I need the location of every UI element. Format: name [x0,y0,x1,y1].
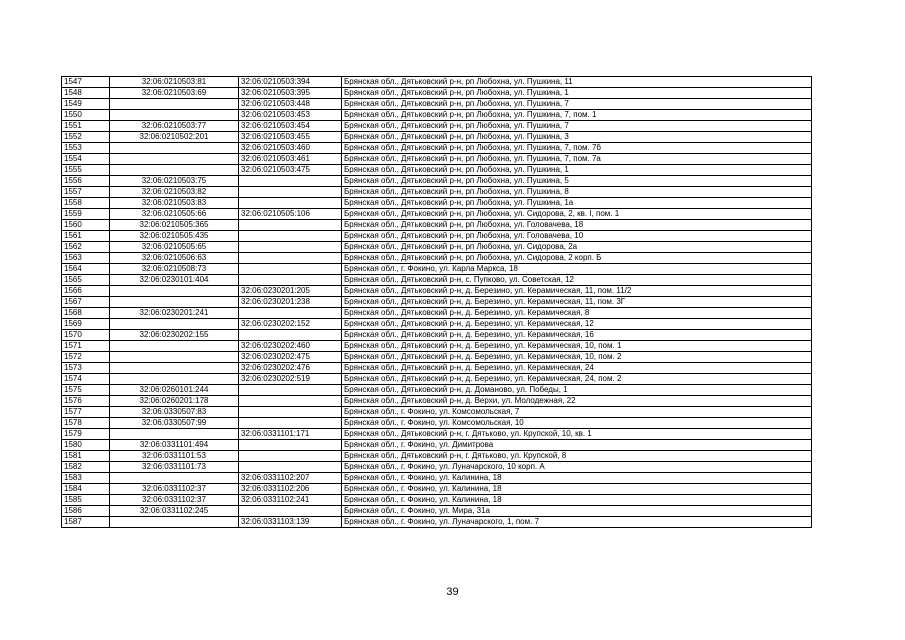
building-cadastral-number-cell: 32:06:0230202:476 [239,363,342,374]
address-cell: Брянская обл., Дятьковский р-н, рп Любохна, ул. Пушкина, 1 [342,88,812,99]
table-row [62,407,812,418]
table-row [62,253,812,264]
building-cadastral-number-cell [239,440,342,451]
cadastral-number-cell [110,286,239,297]
row-number-cell: 1577 [62,407,110,418]
table-row [62,154,812,165]
building-cadastral-number-cell [239,407,342,418]
building-cadastral-number-cell: 32:06:0210503:455 [239,132,342,143]
building-cadastral-number-cell [239,253,342,264]
table-row [62,462,812,473]
row-number-cell: 1556 [62,176,110,187]
row-number-cell: 1547 [62,77,110,88]
row-number-cell: 1572 [62,352,110,363]
building-cadastral-number-cell: 32:06:0210503:475 [239,165,342,176]
cadastral-number-cell: 32:06:0210505:435 [110,231,239,242]
cadastral-number-cell: 32:06:0210503:83 [110,198,239,209]
table-row [62,143,812,154]
address-cell: Брянская обл., Дятьковский р-н, рп Любохна, ул. Пушкина, 1а [342,198,812,209]
row-number-cell: 1565 [62,275,110,286]
table-row [62,385,812,396]
address-cell: Брянская обл., Дятьковский р-н, рп Любохна, ул. Сидорова, 2 корп. Б [342,253,812,264]
building-cadastral-number-cell [239,220,342,231]
table-row [62,88,812,99]
table-row [62,99,812,110]
table-row [62,220,812,231]
row-number-cell: 1553 [62,143,110,154]
address-cell: Брянская обл., г. Фокино, ул. Димитрова [342,440,812,451]
building-cadastral-number-cell: 32:06:0210503:453 [239,110,342,121]
table-row [62,198,812,209]
row-number-cell: 1582 [62,462,110,473]
cadastral-number-cell: 32:06:0260201:178 [110,396,239,407]
cadastral-number-cell: 32:06:0210503:75 [110,176,239,187]
building-cadastral-number-cell: 32:06:0331102:206 [239,484,342,495]
row-number-cell: 1570 [62,330,110,341]
row-number-cell: 1567 [62,297,110,308]
table-row [62,308,812,319]
table-row [62,330,812,341]
address-cell: Брянская обл., Дятьковский р-н, д. Березино, ул. Керамическая, 8 [342,308,812,319]
cadastral-number-cell: 32:06:0210508:73 [110,264,239,275]
building-cadastral-number-cell [239,264,342,275]
cadastral-number-cell: 32:06:0230201:241 [110,308,239,319]
building-cadastral-number-cell [239,418,342,429]
row-number-cell: 1566 [62,286,110,297]
address-cell: Брянская обл., Дятьковский р-н, рп Любохна, ул. Пушкина, 5 [342,176,812,187]
row-number-cell: 1587 [62,517,110,528]
address-cell: Брянская обл., Дятьковский р-н, д. Березино, ул. Керамическая, 24, пом. 2 [342,374,812,385]
building-cadastral-number-cell: 32:06:0230202:152 [239,319,342,330]
table-row [62,495,812,506]
row-number-cell: 1548 [62,88,110,99]
row-number-cell: 1571 [62,341,110,352]
building-cadastral-number-cell: 32:06:0210503:460 [239,143,342,154]
cadastral-number-cell: 32:06:0210502:201 [110,132,239,143]
table-row [62,231,812,242]
table-row [62,374,812,385]
address-cell: Брянская обл., Дятьковский р-н, г. Дятьково, ул. Крупской, 8 [342,451,812,462]
table-row [62,165,812,176]
cadastral-number-cell [110,429,239,440]
row-number-cell: 1550 [62,110,110,121]
address-cell: Брянская обл., г. Фокино, ул. Мира, 31а [342,506,812,517]
address-cell: Брянская обл., Дятьковский р-н, рп Любохна, ул. Пушкина, 7, пом. 7а [342,154,812,165]
address-cell: Брянская обл., г. Фокино, ул. Комсомольская, 10 [342,418,812,429]
table-row [62,506,812,517]
row-number-cell: 1575 [62,385,110,396]
cadastral-number-cell [110,154,239,165]
table-row [62,341,812,352]
address-cell: Брянская обл., Дятьковский р-н, д. Доманово, ул. Победы, 1 [342,385,812,396]
table-row [62,517,812,528]
cadastral-number-cell [110,110,239,121]
address-cell: Брянская обл., Дятьковский р-н, рп Любохна, ул. Пушкина, 3 [342,132,812,143]
building-cadastral-number-cell: 32:06:0230201:238 [239,297,342,308]
table-row [62,110,812,121]
cadastral-number-cell: 32:06:0230101:404 [110,275,239,286]
address-cell: Брянская обл., Дятьковский р-н, рп Любохна, ул. Пушкина, 8 [342,187,812,198]
address-cell: Брянская обл., Дятьковский р-н, д. Березино, ул. Керамическая, 11, пом. 11/2 [342,286,812,297]
cadastral-number-cell [110,363,239,374]
cadastral-number-cell: 32:06:0330507:83 [110,407,239,418]
building-cadastral-number-cell [239,451,342,462]
cadastral-number-cell [110,165,239,176]
table-row [62,209,812,220]
building-cadastral-number-cell: 32:06:0331103:139 [239,517,342,528]
row-number-cell: 1569 [62,319,110,330]
cadastral-number-cell [110,319,239,330]
address-cell: Брянская обл., Дятьковский р-н, рп Любохна, ул. Сидорова, 2а [342,242,812,253]
building-cadastral-number-cell: 32:06:0210503:454 [239,121,342,132]
row-number-cell: 1581 [62,451,110,462]
cadastral-number-cell [110,374,239,385]
building-cadastral-number-cell [239,396,342,407]
cadastral-number-cell [110,517,239,528]
cadastral-number-cell: 32:06:0210505:365 [110,220,239,231]
building-cadastral-number-cell [239,462,342,473]
cadastral-number-cell: 32:06:0331101:494 [110,440,239,451]
table-row [62,297,812,308]
row-number-cell: 1586 [62,506,110,517]
table-row [62,275,812,286]
address-cell: Брянская обл., г. Фокино, ул. Карла Маркса, 18 [342,264,812,275]
table-row [62,352,812,363]
row-number-cell: 1558 [62,198,110,209]
address-cell: Брянская обл., г. Фокино, ул. Калинина, 18 [342,473,812,484]
table-row [62,132,812,143]
address-cell: Брянская обл., г. Фокино, ул. Комсомольская, 7 [342,407,812,418]
row-number-cell: 1552 [62,132,110,143]
table-row [62,121,812,132]
table-row [62,418,812,429]
table-row [62,286,812,297]
row-number-cell: 1585 [62,495,110,506]
table-row [62,242,812,253]
building-cadastral-number-cell [239,275,342,286]
cadastral-number-cell: 32:06:0210505:66 [110,209,239,220]
building-cadastral-number-cell: 32:06:0331102:207 [239,473,342,484]
address-cell: Брянская обл., г. Фокино, ул. Луначарского, 10 корп. А [342,462,812,473]
cadastral-number-cell: 32:06:0331101:73 [110,462,239,473]
address-cell: Брянская обл., Дятьковский р-н, д. Березино, ул. Керамическая, 16 [342,330,812,341]
address-cell: Брянская обл., Дятьковский р-н, г. Дятьково, ул. Крупской, 10, кв. 1 [342,429,812,440]
table-row [62,396,812,407]
row-number-cell: 1557 [62,187,110,198]
table-row [62,264,812,275]
cadastral-number-cell [110,143,239,154]
building-cadastral-number-cell [239,385,342,396]
row-number-cell: 1574 [62,374,110,385]
row-number-cell: 1559 [62,209,110,220]
building-cadastral-number-cell [239,176,342,187]
table-row [62,473,812,484]
building-cadastral-number-cell [239,231,342,242]
building-cadastral-number-cell: 32:06:0230202:475 [239,352,342,363]
building-cadastral-number-cell [239,308,342,319]
row-number-cell: 1573 [62,363,110,374]
cadastral-number-cell: 32:06:0210503:81 [110,77,239,88]
building-cadastral-number-cell [239,242,342,253]
building-cadastral-number-cell: 32:06:0210503:395 [239,88,342,99]
table-row [62,429,812,440]
building-cadastral-number-cell: 32:06:0230202:460 [239,341,342,352]
row-number-cell: 1562 [62,242,110,253]
table-row [62,451,812,462]
row-number-cell: 1583 [62,473,110,484]
cadastral-number-cell [110,352,239,363]
table-row [62,187,812,198]
row-number-cell: 1560 [62,220,110,231]
building-cadastral-number-cell [239,187,342,198]
row-number-cell: 1554 [62,154,110,165]
table-row [62,176,812,187]
row-number-cell: 1561 [62,231,110,242]
address-cell: Брянская обл., г. Фокино, ул. Луначарского, 1, пом. 7 [342,517,812,528]
table-row [62,319,812,330]
cadastral-number-cell: 32:06:0331102:37 [110,484,239,495]
cadastral-number-cell [110,99,239,110]
cadastral-number-cell: 32:06:0331101:53 [110,451,239,462]
building-cadastral-number-cell: 32:06:0230201:205 [239,286,342,297]
page-number: 39 [446,586,459,598]
building-cadastral-number-cell: 32:06:0210503:461 [239,154,342,165]
table-row [62,363,812,374]
row-number-cell: 1551 [62,121,110,132]
cadastral-number-cell: 32:06:0210506:63 [110,253,239,264]
row-number-cell: 1578 [62,418,110,429]
building-cadastral-number-cell: 32:06:0331101:171 [239,429,342,440]
cadastral-number-cell: 32:06:0210503:69 [110,88,239,99]
address-cell: Брянская обл., Дятьковский р-н, д. Березино, ул. Керамическая, 12 [342,319,812,330]
table-row [62,440,812,451]
row-number-cell: 1563 [62,253,110,264]
cadastral-number-cell: 32:06:0331102:245 [110,506,239,517]
address-cell: Брянская обл., Дятьковский р-н, д. Березино, ул. Керамическая, 10, пом. 2 [342,352,812,363]
table-row [62,484,812,495]
address-cell: Брянская обл., Дятьковский р-н, рп Любохна, ул. Пушкина, 7 [342,121,812,132]
cadastral-number-cell [110,297,239,308]
cadastral-number-cell: 32:06:0331102:37 [110,495,239,506]
row-number-cell: 1576 [62,396,110,407]
address-cell: Брянская обл., Дятьковский р-н, рп Любохна, ул. Головачева, 10 [342,231,812,242]
address-cell: Брянская обл., Дятьковский р-н, с. Пупково, ул. Советская, 12 [342,275,812,286]
cadastral-number-cell: 32:06:0210503:77 [110,121,239,132]
address-cell: Брянская обл., Дятьковский р-н, рп Любохна, ул. Пушкина, 7 [342,99,812,110]
address-cell: Брянская обл., Дятьковский р-н, рп Любохна, ул. Головачева, 18 [342,220,812,231]
address-cell: Брянская обл., Дятьковский р-н, д. Верхи, ул. Молодежная, 22 [342,396,812,407]
building-cadastral-number-cell: 32:06:0230202:519 [239,374,342,385]
address-cell: Брянская обл., Дятьковский р-н, рп Любохна, ул. Пушкина, 7, пом. 1 [342,110,812,121]
row-number-cell: 1568 [62,308,110,319]
address-cell: Брянская обл., Дятьковский р-н, рп Любохна, ул. Пушкина, 7, пом. 7б [342,143,812,154]
row-number-cell: 1549 [62,99,110,110]
building-cadastral-number-cell: 32:06:0331102:241 [239,495,342,506]
address-cell: Брянская обл., Дятьковский р-н, рп Любохна, ул. Пушкина, 1 [342,165,812,176]
table-body [62,77,812,528]
cadastral-number-cell [110,473,239,484]
building-cadastral-number-cell: 32:06:0210505:106 [239,209,342,220]
cadastral-number-cell: 32:06:0260101:244 [110,385,239,396]
table-row [62,77,812,88]
property-register-table [61,76,812,528]
address-cell: Брянская обл., Дятьковский р-н, д. Березино, ул. Керамическая, 11, пом. 3Г [342,297,812,308]
cadastral-number-cell [110,341,239,352]
building-cadastral-number-cell [239,506,342,517]
building-cadastral-number-cell [239,198,342,209]
address-cell: Брянская обл., Дятьковский р-н, рп Любохна, ул. Пушкина, 11 [342,77,812,88]
row-number-cell: 1564 [62,264,110,275]
row-number-cell: 1555 [62,165,110,176]
row-number-cell: 1580 [62,440,110,451]
address-cell: Брянская обл., Дятьковский р-н, рп Любохна, ул. Сидорова, 2, кв. I, пом. 1 [342,209,812,220]
building-cadastral-number-cell: 32:06:0210503:448 [239,99,342,110]
building-cadastral-number-cell [239,330,342,341]
address-cell: Брянская обл., Дятьковский р-н, д. Березино, ул. Керамическая, 24 [342,363,812,374]
address-cell: Брянская обл., г. Фокино, ул. Калинина, 18 [342,484,812,495]
cadastral-number-cell: 32:06:0210503:82 [110,187,239,198]
cadastral-number-cell: 32:06:0230202:155 [110,330,239,341]
address-cell: Брянская обл., Дятьковский р-н, д. Березино, ул. Керамическая, 10, пом. 1 [342,341,812,352]
cadastral-number-cell: 32:06:0210505:65 [110,242,239,253]
building-cadastral-number-cell: 32:06:0210503:394 [239,77,342,88]
row-number-cell: 1579 [62,429,110,440]
address-cell: Брянская обл., г. Фокино, ул. Калинина, 18 [342,495,812,506]
row-number-cell: 1584 [62,484,110,495]
cadastral-number-cell: 32:06:0330507:99 [110,418,239,429]
